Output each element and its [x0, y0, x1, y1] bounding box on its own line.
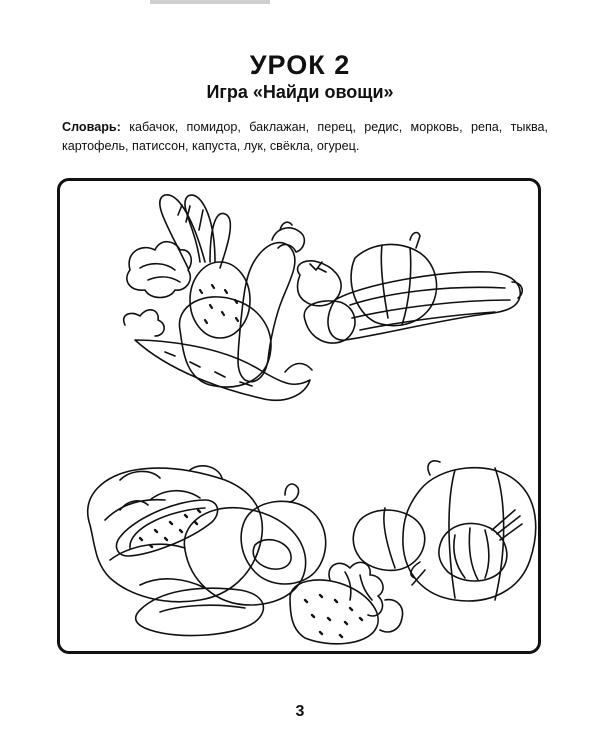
vocabulary-words: кабачок, помидор, баклажан, перец, редис, морковь, репа, тыква, картофель, патиссон, капуста, лук, свёкла, огурец. [62, 120, 548, 153]
pepper-icon [351, 244, 436, 325]
beet-bottom-icon [353, 510, 424, 570]
potato-icon [179, 297, 271, 387]
bottom-left-vegetable-group [88, 466, 403, 644]
beet-leaves [160, 195, 231, 268]
carrot-icon [135, 340, 310, 400]
page-number: 3 [295, 703, 305, 720]
patisson-top-icon [304, 301, 355, 343]
top-vegetable-group [124, 195, 523, 400]
cabbage-icon [88, 468, 263, 602]
patisson-icon [136, 588, 264, 635]
vocabulary-label: Словарь: [62, 120, 121, 134]
tomato-icon [298, 261, 342, 306]
turnip-icon [241, 501, 326, 584]
cabbage-left-icon [127, 242, 191, 298]
radish-leaf-icon [124, 310, 164, 336]
lesson-subtitle: Игра «Найди овощи» [206, 82, 394, 102]
lesson-title: УРОК 2 [249, 50, 351, 80]
eggplant-icon [238, 243, 295, 382]
